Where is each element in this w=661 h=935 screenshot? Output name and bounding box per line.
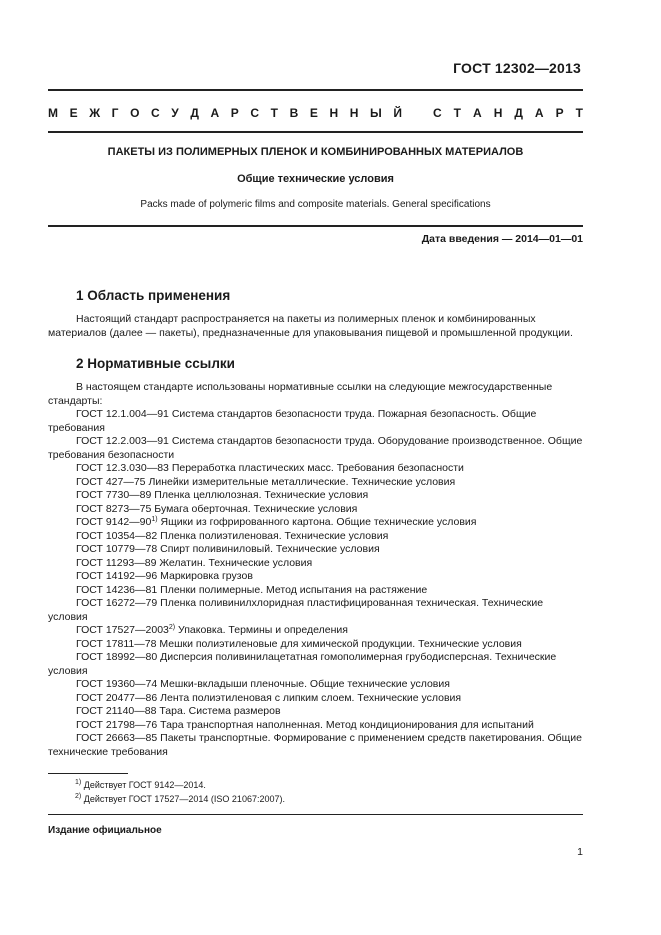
footnote-mark: 2) (168, 624, 176, 631)
reference-item (48, 624, 583, 638)
english-title: Packs made of polymeric films and composite materials. General specifications (140, 199, 491, 210)
reference-code: ГОСТ 10354—82 (76, 529, 158, 542)
reference-item (48, 692, 583, 706)
banner-letter: В (289, 106, 299, 120)
reference-title: Мешки полиэтиленовые для химической продукции. Технические условия (159, 637, 522, 650)
banner-letter: Й (393, 106, 402, 120)
reference-title: Переработка пластических масс. Требования безопасности (171, 462, 464, 474)
banner-letter: А (534, 106, 544, 120)
footnote-text: Действует ГОСТ 17527—2014 (ISO 21067:2007). (83, 794, 285, 804)
reference-title: Пленка поливинилхлоридная пластифицированная техническая. Технические условия (48, 597, 544, 623)
footnote-mark: 1) (151, 516, 158, 523)
footnote-separator (48, 773, 128, 774)
footnote-mark: 1) (75, 779, 82, 786)
reference-item (48, 678, 583, 692)
reference-title: Ящики из гофрированного картона. Общие технические условия (160, 516, 477, 528)
header-rule-bottom (48, 131, 583, 133)
section-2-heading: 2 Нормативные ссылки (76, 356, 235, 371)
reference-item (48, 489, 583, 503)
reference-title: Линейки измерительные металлические. Технические условия (148, 475, 456, 488)
reference-code: ГОСТ 17527—2003 (76, 624, 169, 636)
reference-code: ГОСТ 10779—78 (76, 543, 158, 555)
banner-letter: Р (555, 106, 564, 120)
reference-title: Пленка полиэтиленовая. Технические условия (160, 529, 389, 542)
banner-letter: Д (190, 106, 199, 120)
section-2-text (48, 381, 583, 759)
title-rule (48, 225, 583, 227)
document-subtitle: Общие технические условия (237, 173, 394, 185)
banner-letter: С (250, 106, 260, 120)
reference-code: ГОСТ 26663—85 (76, 732, 158, 744)
reference-title: Спирт поливиниловый. Технические условия (160, 543, 380, 555)
reference-code: ГОСТ 16272—79 (76, 597, 158, 609)
banner-word-standard (433, 106, 583, 120)
banner-letter: Т (575, 106, 583, 120)
banner-letter: О (130, 106, 140, 120)
reference-title: Маркировка грузов (160, 570, 253, 582)
edition-label: Издание официальное (48, 825, 162, 836)
page-number: 1 (577, 846, 583, 858)
reference-code: ГОСТ 21140—88 (76, 705, 157, 717)
introduction-date: Дата введения — 2014—01—01 (421, 233, 583, 245)
banner-letter: Г (111, 106, 119, 120)
reference-code: ГОСТ 427—75 (76, 475, 146, 488)
reference-code: ГОСТ 7730—89 (76, 489, 152, 501)
reference-item (48, 651, 583, 678)
banner-letter: Ы (369, 106, 382, 120)
reference-title: Система стандартов безопасности труда. Оборудование производственное. Общие требования безопасности (48, 435, 583, 461)
reference-code: ГОСТ 12.1.004—91 (76, 408, 169, 420)
reference-item (48, 705, 583, 719)
banner-letter: Р (230, 106, 239, 120)
section-1-text (48, 313, 583, 340)
banner-letter: Н (329, 106, 339, 120)
reference-code: ГОСТ 14236—81 (76, 583, 158, 596)
reference-item (48, 543, 583, 557)
reference-code: ГОСТ 12.2.003—91 (76, 435, 169, 447)
reference-item (48, 557, 583, 571)
reference-title: Пленка целлюлозная. Технические условия (154, 489, 369, 501)
reference-title: Пленки полимерные. Метод испытания на растяжение (160, 583, 428, 596)
reference-code: ГОСТ 17811—78 (76, 637, 157, 650)
banner-letter: С (433, 106, 442, 120)
reference-title: Тара транспортная наполненная. Метод кондиционирования для испытаний (160, 718, 534, 731)
reference-code: ГОСТ 18992—80 (76, 651, 158, 663)
reference-item (48, 503, 583, 517)
reference-item (48, 462, 583, 476)
reference-code: ГОСТ 12.3.030—83 (76, 462, 169, 474)
reference-item (48, 732, 583, 759)
reference-item (48, 530, 583, 544)
reference-title: Тара. Система размеров (159, 705, 281, 717)
banner-letter: Д (514, 106, 523, 120)
gost-number: ГОСТ 12302—2013 (453, 60, 581, 76)
banner-letter: А (473, 106, 482, 120)
reference-code: ГОСТ 21798—76 (76, 718, 158, 731)
section-1-heading: 1 Область применения (76, 288, 231, 303)
banner-letter: М (48, 106, 58, 120)
reference-code: ГОСТ 8273—75 (76, 502, 152, 515)
banner-letter: А (210, 106, 220, 120)
reference-title: Дисперсия поливинилацетатная гомополимерная грубодисперсная. Технические условия (48, 651, 557, 677)
reference-title: Лента полиэтиленовая с липким слоем. Технические условия (160, 691, 462, 704)
reference-title: Бумага оберточная. Технические условия (154, 502, 358, 515)
footnote-mark: 2) (75, 793, 82, 800)
reference-item (48, 719, 583, 733)
banner-letter: Е (69, 106, 78, 120)
reference-code: ГОСТ 14192—96 (76, 570, 158, 582)
reference-title: Система стандартов безопасности труда. Пожарная безопасность. Общие требования (48, 408, 537, 434)
section-2-intro: В настоящем стандарте использованы нормативные ссылки на следующие межгосударственные стандарты: (48, 381, 553, 407)
reference-code: ГОСТ 20477—86 (76, 691, 158, 704)
footer-rule (48, 814, 583, 815)
reference-title: Пакеты транспортные. Формирование с применением средств пакетирования. Общие технические требования (48, 732, 583, 758)
banner-word-interstate (48, 106, 402, 120)
reference-code: ГОСТ 19360—74 (76, 678, 158, 690)
reference-item (48, 435, 583, 462)
reference-title: Мешки-вкладыши пленочные. Общие технические условия (160, 678, 450, 690)
reference-code: ГОСТ 9142—90 (76, 516, 152, 528)
reference-title: Упаковка. Термины и определения (178, 624, 348, 636)
document-title: ПАКЕТЫ ИЗ ПОЛИМЕРНЫХ ПЛЕНОК И КОМБИНИРОВАННЫХ МАТЕРИАЛОВ (107, 146, 524, 158)
section-1-paragraph: Настоящий стандарт распространяется на пакеты из полимерных пленок и комбинированных материалов (далее — пакеты), предназначенные для упаковывания пищевой и промышленной продукции. (48, 313, 573, 339)
interstate-standard-banner (48, 106, 583, 120)
banner-letter: Т (270, 106, 278, 120)
reference-item (48, 516, 583, 530)
reference-title: Желатин. Технические условия (159, 556, 313, 569)
banner-letter: Е (309, 106, 318, 120)
banner-letter: Ж (89, 106, 101, 120)
banner-letter: С (151, 106, 160, 120)
banner-letter: У (171, 106, 179, 120)
header-rule-top (48, 89, 583, 91)
reference-code: ГОСТ 11293—89 (76, 556, 157, 569)
banner-letter: Н (349, 106, 359, 120)
footnote-item (75, 778, 285, 792)
reference-item (48, 597, 583, 624)
footnotes (75, 778, 285, 806)
reference-item (48, 476, 583, 490)
banner-letter: Т (453, 106, 462, 120)
reference-item (48, 408, 583, 435)
reference-item (48, 638, 583, 652)
footnote-text: Действует ГОСТ 9142—2014. (83, 780, 206, 790)
banner-letter: Н (493, 106, 503, 120)
footnote-item (75, 792, 285, 806)
reference-item (48, 570, 583, 584)
reference-item (48, 584, 583, 598)
